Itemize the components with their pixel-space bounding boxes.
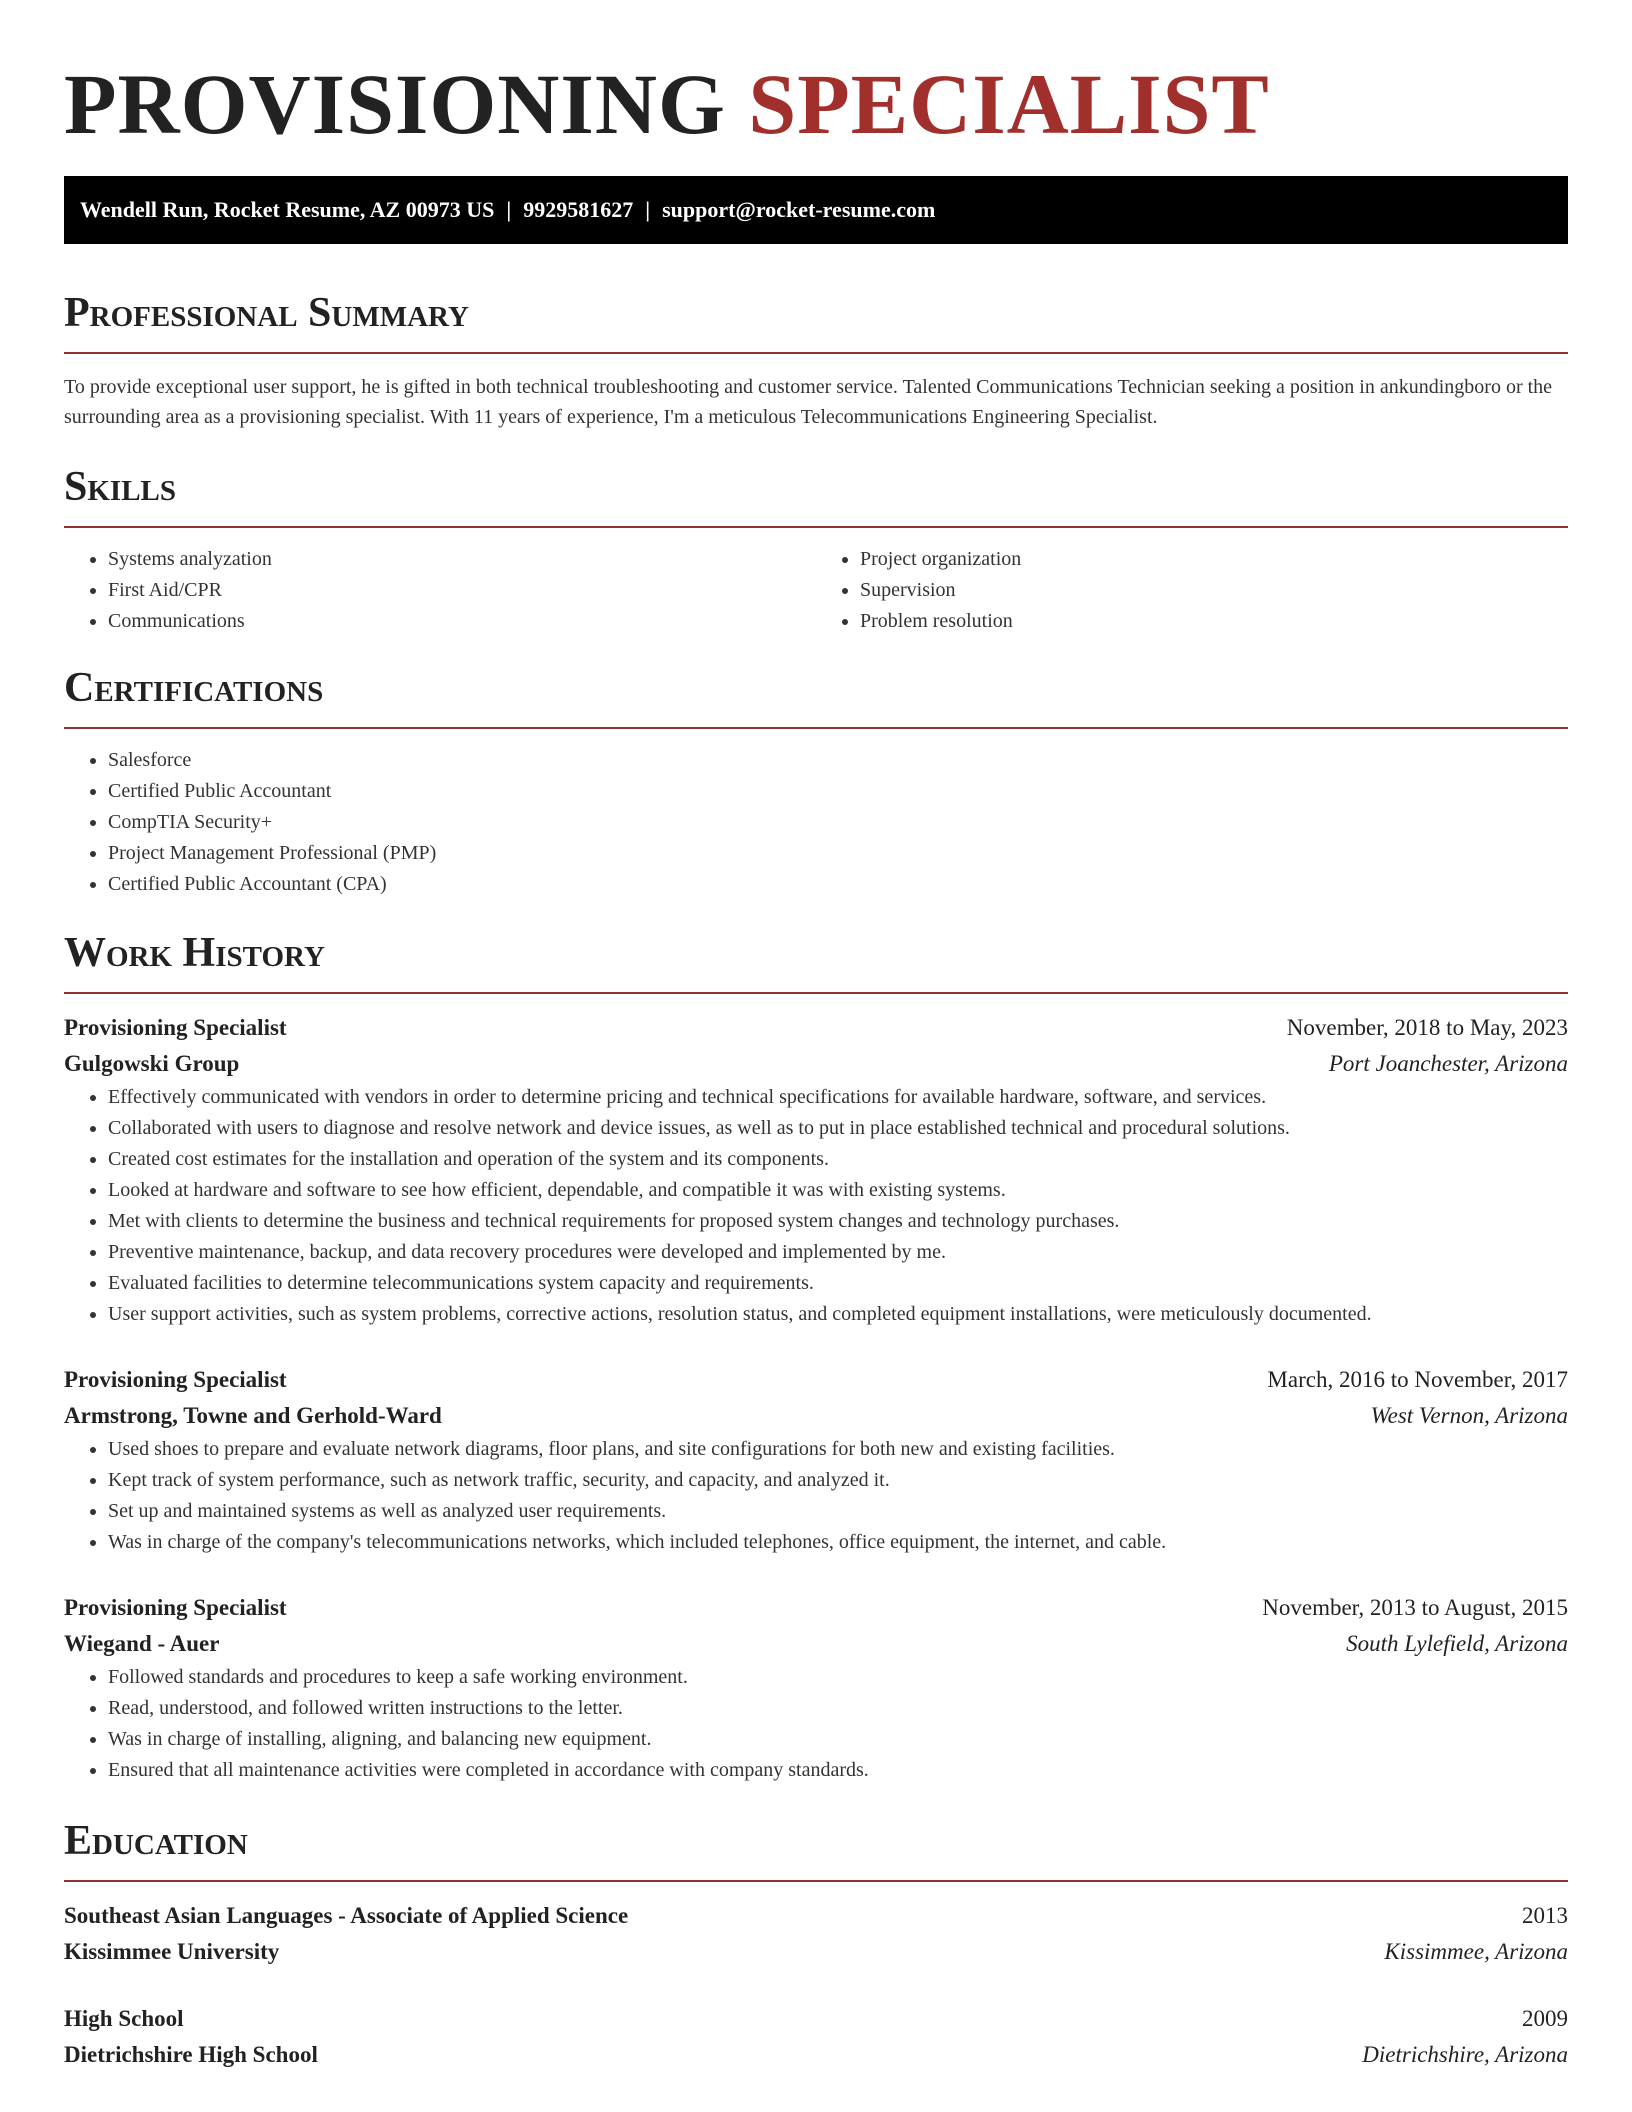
skills-heading: Skills <box>64 464 177 510</box>
certifications-heading: Certifications <box>64 665 324 711</box>
job-bullet: • Collaborated with users to diagnose and resolve network and device issues, as well as to put in place established technical and procedural solutions. <box>108 1113 1568 1144</box>
certification-item: • Project Management Professional (PMP) <box>108 838 1568 869</box>
summary-heading: Professional Summary <box>64 290 469 336</box>
contact-bar <box>64 176 1568 244</box>
education-location: Dietrichshire, Arizona <box>1362 2042 1568 2067</box>
skill-item: • Project organization <box>860 544 1568 575</box>
job-subheader <box>64 1398 1568 1434</box>
page-title <box>64 0 1568 150</box>
job-bullet: • Ensured that all maintenance activities were completed in accordance with company standards. <box>108 1755 1568 1786</box>
job-bullets <box>64 1662 1568 1786</box>
job-bullet: • Preventive maintenance, backup, and data recovery procedures were developed and implemented by me. <box>108 1237 1568 1268</box>
job-company: Gulgowski Group <box>64 1051 240 1076</box>
job-bullet: • User support activities, such as system problems, corrective actions, resolution status, and completed equipment installations, were meticulously documented. <box>108 1299 1568 1330</box>
certifications-list <box>64 745 1568 900</box>
job-company: Wiegand - Auer <box>64 1631 220 1656</box>
education-degree: Southeast Asian Languages - Associate of Applied Science <box>64 1903 629 1928</box>
skills-grid <box>64 544 1568 637</box>
certification-item: • Salesforce <box>108 745 1568 776</box>
job-header <box>64 1010 1568 1046</box>
skill-item: • Problem resolution <box>860 606 1568 637</box>
education-year: 2009 <box>1522 2006 1568 2031</box>
contact-separator: | <box>645 197 651 222</box>
job-bullets <box>64 1434 1568 1558</box>
section-divider <box>64 992 1568 994</box>
skills-column-2 <box>816 544 1568 637</box>
job-bullet: • Effectively communicated with vendors in order to determine pricing and technical specifications for available hardware, software, and services. <box>108 1082 1568 1113</box>
job-company: Armstrong, Towne and Gerhold-Ward <box>64 1403 442 1428</box>
skills-column-1 <box>64 544 816 637</box>
resume-page <box>64 0 1568 2073</box>
section-divider <box>64 727 1568 729</box>
education-entry <box>64 1898 1568 1970</box>
education-year: 2013 <box>1522 1903 1568 1928</box>
certification-item: • CompTIA Security+ <box>108 807 1568 838</box>
skill-item: • Communications <box>108 606 816 637</box>
education-section <box>64 1816 1568 2073</box>
job-dates: March, 2016 to November, 2017 <box>1267 1367 1568 1392</box>
contact-separator: | <box>506 197 512 222</box>
job-location: West Vernon, Arizona <box>1370 1403 1568 1428</box>
job-bullet: • Read, understood, and followed written instructions to the letter. <box>108 1693 1568 1724</box>
job-bullet: • Was in charge of installing, aligning, and balancing new equipment. <box>108 1724 1568 1755</box>
job-location: South Lylefield, Arizona <box>1346 1631 1568 1656</box>
title-part-1: PROVISIONING <box>64 56 726 152</box>
skill-item: • Supervision <box>860 575 1568 606</box>
job-bullet: • Met with clients to determine the business and technical requirements for proposed system changes and technology purchases. <box>108 1206 1568 1237</box>
section-divider <box>64 1880 1568 1882</box>
job-subheader <box>64 1046 1568 1082</box>
contact-email: support@rocket-resume.com <box>662 197 936 222</box>
education-entry <box>64 2001 1568 2073</box>
job-bullet: • Followed standards and procedures to keep a safe working environment. <box>108 1662 1568 1693</box>
education-heading: Education <box>64 1818 248 1864</box>
education-degree: High School <box>64 2006 184 2031</box>
job-header <box>64 1590 1568 1626</box>
education-school: Kissimmee University <box>64 1939 280 1964</box>
job-bullet: • Set up and maintained systems as well as analyzed user requirements. <box>108 1496 1568 1527</box>
certifications-section <box>64 663 1568 900</box>
education-header <box>64 2001 1568 2037</box>
job-title: Provisioning Specialist <box>64 1367 287 1392</box>
job-title: Provisioning Specialist <box>64 1595 287 1620</box>
job-bullet: • Was in charge of the company's telecommunications networks, which included telephones, office equipment, the internet, and cable. <box>108 1527 1568 1558</box>
job-header <box>64 1362 1568 1398</box>
job-bullet: • Kept track of system performance, such as network traffic, security, and capacity, and analyzed it. <box>108 1465 1568 1496</box>
section-divider <box>64 352 1568 354</box>
job-bullet: • Looked at hardware and software to see how efficient, dependable, and compatible it was with existing systems. <box>108 1175 1568 1206</box>
education-header <box>64 1898 1568 1934</box>
certification-item: • Certified Public Accountant <box>108 776 1568 807</box>
job-bullets <box>64 1082 1568 1330</box>
job-dates: November, 2013 to August, 2015 <box>1262 1595 1568 1620</box>
title-part-2: SPECIALIST <box>748 56 1270 152</box>
job-dates: November, 2018 to May, 2023 <box>1286 1015 1568 1040</box>
contact-address: Wendell Run, Rocket Resume, AZ 00973 US <box>80 197 495 222</box>
job-subheader <box>64 1626 1568 1662</box>
job-entry <box>64 1362 1568 1558</box>
education-subheader <box>64 1934 1568 1970</box>
certification-item: • Certified Public Accountant (CPA) <box>108 869 1568 900</box>
job-location: Port Joanchester, Arizona <box>1328 1051 1568 1076</box>
education-subheader <box>64 2037 1568 2073</box>
contact-phone: 9929581627 <box>523 197 634 222</box>
work-history-section <box>64 928 1568 1786</box>
summary-text: To provide exceptional user support, he is gifted in both technical troubleshooting and customer service. Talented Communications Technician seeking a position in ankundingboro or the surrounding area as a provisioning specialist. With 11 years of experience, I'm a meticulous Telecommunications Engineering Specialist. <box>64 376 1553 428</box>
section-divider <box>64 526 1568 528</box>
job-bullet: • Evaluated facilities to determine telecommunications system capacity and requirements. <box>108 1268 1568 1299</box>
skills-section <box>64 462 1568 637</box>
skill-item: • Systems analyzation <box>108 544 816 575</box>
job-entry <box>64 1010 1568 1330</box>
job-bullet: • Used shoes to prepare and evaluate network diagrams, floor plans, and site configurations for both new and existing facilities. <box>108 1434 1568 1465</box>
work-history-heading: Work History <box>64 930 325 976</box>
skill-item: • First Aid/CPR <box>108 575 816 606</box>
job-title: Provisioning Specialist <box>64 1015 287 1040</box>
job-bullet: • Created cost estimates for the installation and operation of the system and its components. <box>108 1144 1568 1175</box>
job-entry <box>64 1590 1568 1786</box>
education-school: Dietrichshire High School <box>64 2042 318 2067</box>
summary-section <box>64 288 1568 432</box>
education-location: Kissimmee, Arizona <box>1384 1939 1568 1964</box>
